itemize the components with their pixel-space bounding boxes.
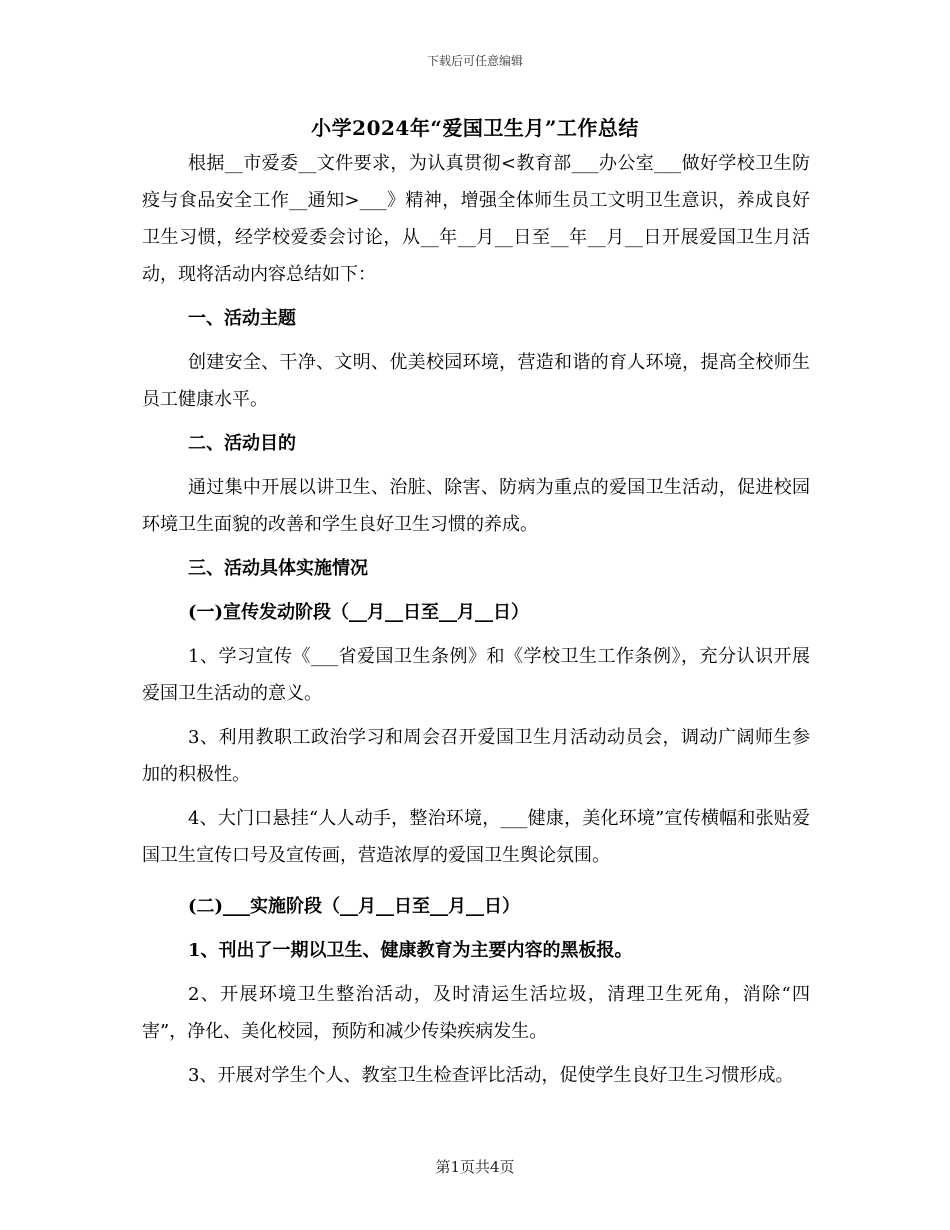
page-footer: 第1页共4页 — [435, 1158, 515, 1176]
publicity-item-1: 1、学习宣传《___省爱国卫生条例》和《学校卫生工作条例》，充分认识开展爱国卫生活动的意义。 — [142, 646, 810, 704]
section-heading-theme: 一、活动主题 — [188, 308, 296, 329]
purpose-paragraph: 通过集中开展以讲卫生、治脏、除害、防病为重点的爱国卫生活动，促进校园环境卫生面貌的改善和学生良好卫生习惯的养成。 — [142, 477, 810, 535]
section-heading-implementation: 三、活动具体实施情况 — [188, 558, 368, 579]
subsection-heading-execution: (二)___实施阶段（__月__日至__月__日） — [188, 896, 521, 917]
subsection-heading-publicity: (一)宣传发动阶段（__月__日至__月__日） — [188, 602, 530, 623]
publicity-item-3: 3、利用教职工政治学习和周会召开爱国卫生月活动动员会，调动广阔师生参加的积极性。 — [142, 727, 810, 785]
intro-paragraph: 根据__市爱委__文件要求，为认真贯彻<教育部___办公室___做好学校卫生防疫与食品安全工作__通知>___》精神，增强全体师生员工文明卫生意识，养成良好卫生习惯，经学校爱委会讨论，从__年__月__日至__年__月__日开展爱国卫生月活动，现将活动内容总结如下： — [142, 153, 810, 285]
execution-item-2: 2、开展环境卫生整治活动，及时清运生活垃圾，清理卫生死角，消除“四害”，净化、美化校园，预防和减少传染疾病发生。 — [142, 984, 810, 1042]
document-title: 小学2024年“爱国卫生月”工作总结 — [311, 116, 639, 140]
section-heading-purpose: 二、活动目的 — [188, 433, 296, 454]
publicity-item-4: 4、大门口悬挂“人人动手，整治环境，___健康，美化环境”宣传横幅和张贴爱国卫生宣传口号及宣传画，营造浓厚的爱国卫生舆论氛围。 — [142, 808, 810, 866]
theme-paragraph: 创建安全、干净、文明、优美校园环境，营造和谐的育人环境，提高全校师生员工健康水平。 — [142, 352, 810, 410]
execution-item-1: 1、刊出了一期以卫生、健康教育为主要内容的黑板报。 — [188, 940, 633, 961]
execution-item-3: 3、开展对学生个人、教室卫生检查评比活动，促使学生良好卫生习惯形成。 — [188, 1065, 794, 1086]
header-note: 下载后可任意编辑 — [426, 54, 523, 68]
document-body — [142, 145, 810, 1094]
